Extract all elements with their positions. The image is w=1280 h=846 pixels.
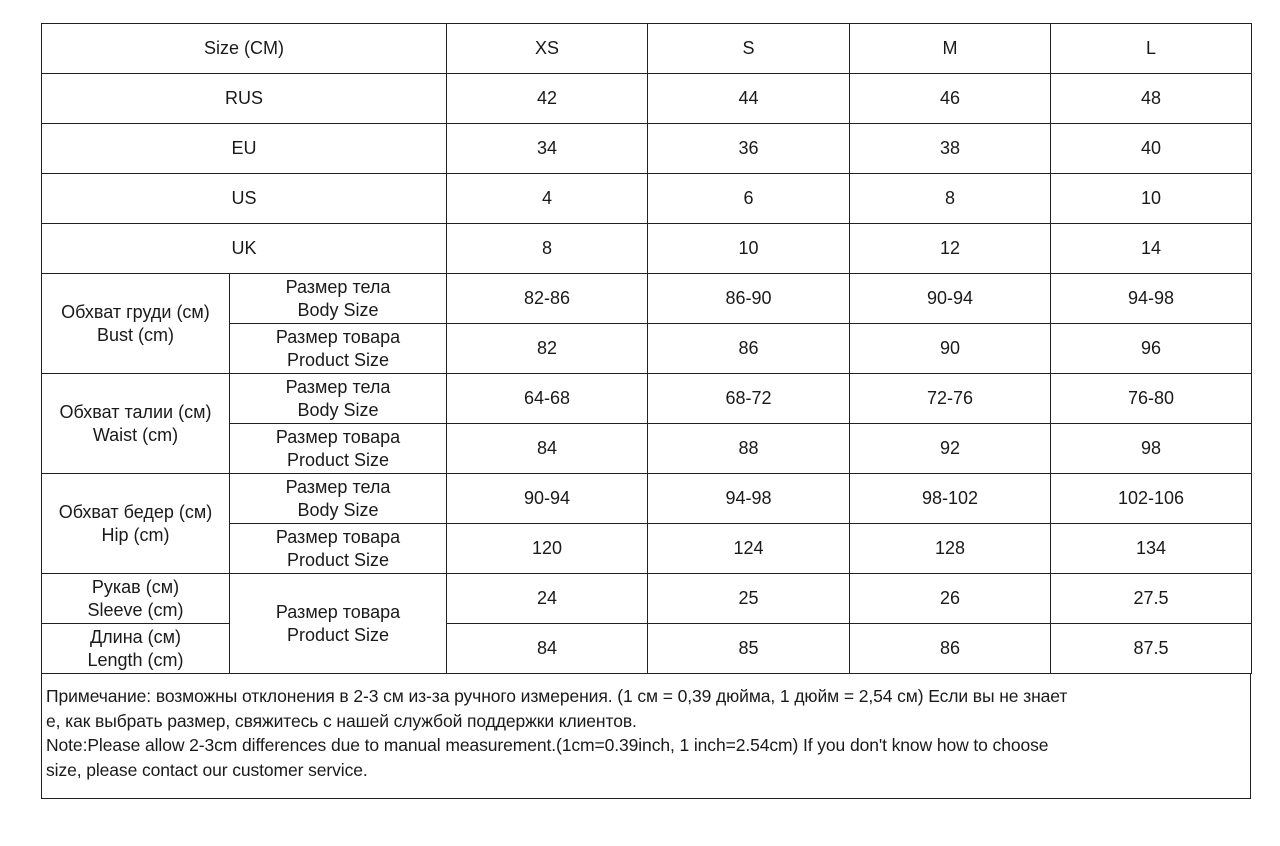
table-cell: 36 [648,124,850,174]
label-en: Length (cm) [87,649,184,670]
type-en: Product Size [286,549,390,570]
table-cell: 84 [447,424,648,474]
table-cell: 46 [850,74,1051,124]
table-row [42,124,1252,174]
system-label: US [42,174,447,224]
table-cell: 38 [850,124,1051,174]
table-cell: 86-90 [648,274,850,324]
table-row [42,274,1252,324]
table-cell: 87.5 [1051,624,1252,674]
table-cell: 6 [648,174,850,224]
measurement-label-waist [42,374,230,474]
size-type-cell [230,324,447,374]
table-cell: 98 [1051,424,1252,474]
label-en: Hip (cm) [101,524,170,545]
size-type-cell [230,274,447,324]
note-ru-line-2: е, как выбрать размер, свяжитесь с нашей службой поддержки клиентов. [46,710,637,731]
table-cell: 10 [648,224,850,274]
type-ru: Размер товара [275,526,401,547]
type-en: Product Size [286,449,390,470]
table-cell: 26 [850,574,1051,624]
table-cell: 4 [447,174,648,224]
type-ru: Размер товара [275,326,401,347]
table-cell: 8 [850,174,1051,224]
note-ru-line-1: Примечание: возможны отклонения в 2-3 см из-за ручного измерения. (1 см = 0,39 дюйма, 1 дюйм = 2,54 см) Если вы не знает [46,686,1068,706]
header-label: Size (CM) [42,24,447,74]
table-row [42,224,1252,274]
size-chart [41,23,1251,799]
table-row [42,74,1252,124]
type-ru: Размер товара [275,426,401,447]
table-cell: 12 [850,224,1051,274]
system-label: RUS [42,74,447,124]
table-cell: 24 [447,574,648,624]
size-header-s: S [648,24,850,74]
table-row [42,624,1252,674]
table-cell: 124 [648,524,850,574]
table-cell: 72-76 [850,374,1051,424]
system-label: UK [42,224,447,274]
table-row [42,374,1252,424]
table-cell: 120 [447,524,648,574]
table-cell: 82 [447,324,648,374]
table-cell: 34 [447,124,648,174]
measurement-label-bust [42,274,230,374]
table-cell: 44 [648,74,850,124]
measurement-note [41,674,1251,799]
label-en: Sleeve (cm) [87,599,184,620]
table-cell: 92 [850,424,1051,474]
size-type-cell [230,574,447,674]
label-en: Bust (cm) [96,324,174,345]
table-cell: 94-98 [648,474,850,524]
table-cell: 14 [1051,224,1252,274]
type-en: Body Size [297,399,379,420]
table-cell: 128 [850,524,1051,574]
size-header-m: M [850,24,1051,74]
type-ru: Размер тела [285,376,391,397]
system-label: EU [42,124,447,174]
table-cell: 48 [1051,74,1252,124]
measurement-label-hip [42,474,230,574]
table-cell: 94-98 [1051,274,1252,324]
label-ru: Длина (см) [89,626,182,647]
table-cell: 27.5 [1051,574,1252,624]
type-en: Body Size [297,499,379,520]
size-header-l: L [1051,24,1252,74]
size-type-cell [230,524,447,574]
label-ru: Обхват груди (см) [61,301,210,322]
table-cell: 25 [648,574,850,624]
table-cell: 40 [1051,124,1252,174]
label-en: Waist (cm) [92,424,179,445]
table-cell: 64-68 [447,374,648,424]
table-cell: 134 [1051,524,1252,574]
size-type-cell [230,474,447,524]
table-cell: 42 [447,74,648,124]
size-type-cell [230,424,447,474]
table-cell: 84 [447,624,648,674]
table-cell: 86 [850,624,1051,674]
table-cell: 68-72 [648,374,850,424]
table-cell: 88 [648,424,850,474]
table-cell: 82-86 [447,274,648,324]
table-cell: 10 [1051,174,1252,224]
table-cell: 96 [1051,324,1252,374]
note-en-line-2: size, please contact our customer service. [46,759,368,780]
table-cell: 90-94 [447,474,648,524]
label-ru: Обхват талии (см) [59,401,212,422]
type-ru: Размер тела [285,476,391,497]
size-type-cell [230,374,447,424]
table-row [42,174,1252,224]
type-ru: Размер товара [275,601,401,622]
table-cell: 90 [850,324,1051,374]
type-en: Product Size [286,624,390,645]
measurement-label-sleeve [42,574,230,624]
table-row [42,24,1252,74]
table-cell: 8 [447,224,648,274]
type-en: Product Size [286,349,390,370]
table-cell: 90-94 [850,274,1051,324]
label-ru: Рукав (см) [91,576,180,597]
table-cell: 86 [648,324,850,374]
measurement-label-length [42,624,230,674]
label-ru: Обхват бедер (см) [58,501,213,522]
type-ru: Размер тела [285,276,391,297]
table-row [42,574,1252,624]
note-en-line-1: Note:Please allow 2-3cm differences due to manual measurement.(1cm=0.39inch, 1 inch=2.54cm) If you don't know how to choose [46,735,1049,755]
size-header-xs: XS [447,24,648,74]
table-cell: 102-106 [1051,474,1252,524]
type-en: Body Size [297,299,379,320]
table-cell: 85 [648,624,850,674]
table-cell: 76-80 [1051,374,1252,424]
table-cell: 98-102 [850,474,1051,524]
table-row [42,474,1252,524]
size-table [41,23,1252,674]
